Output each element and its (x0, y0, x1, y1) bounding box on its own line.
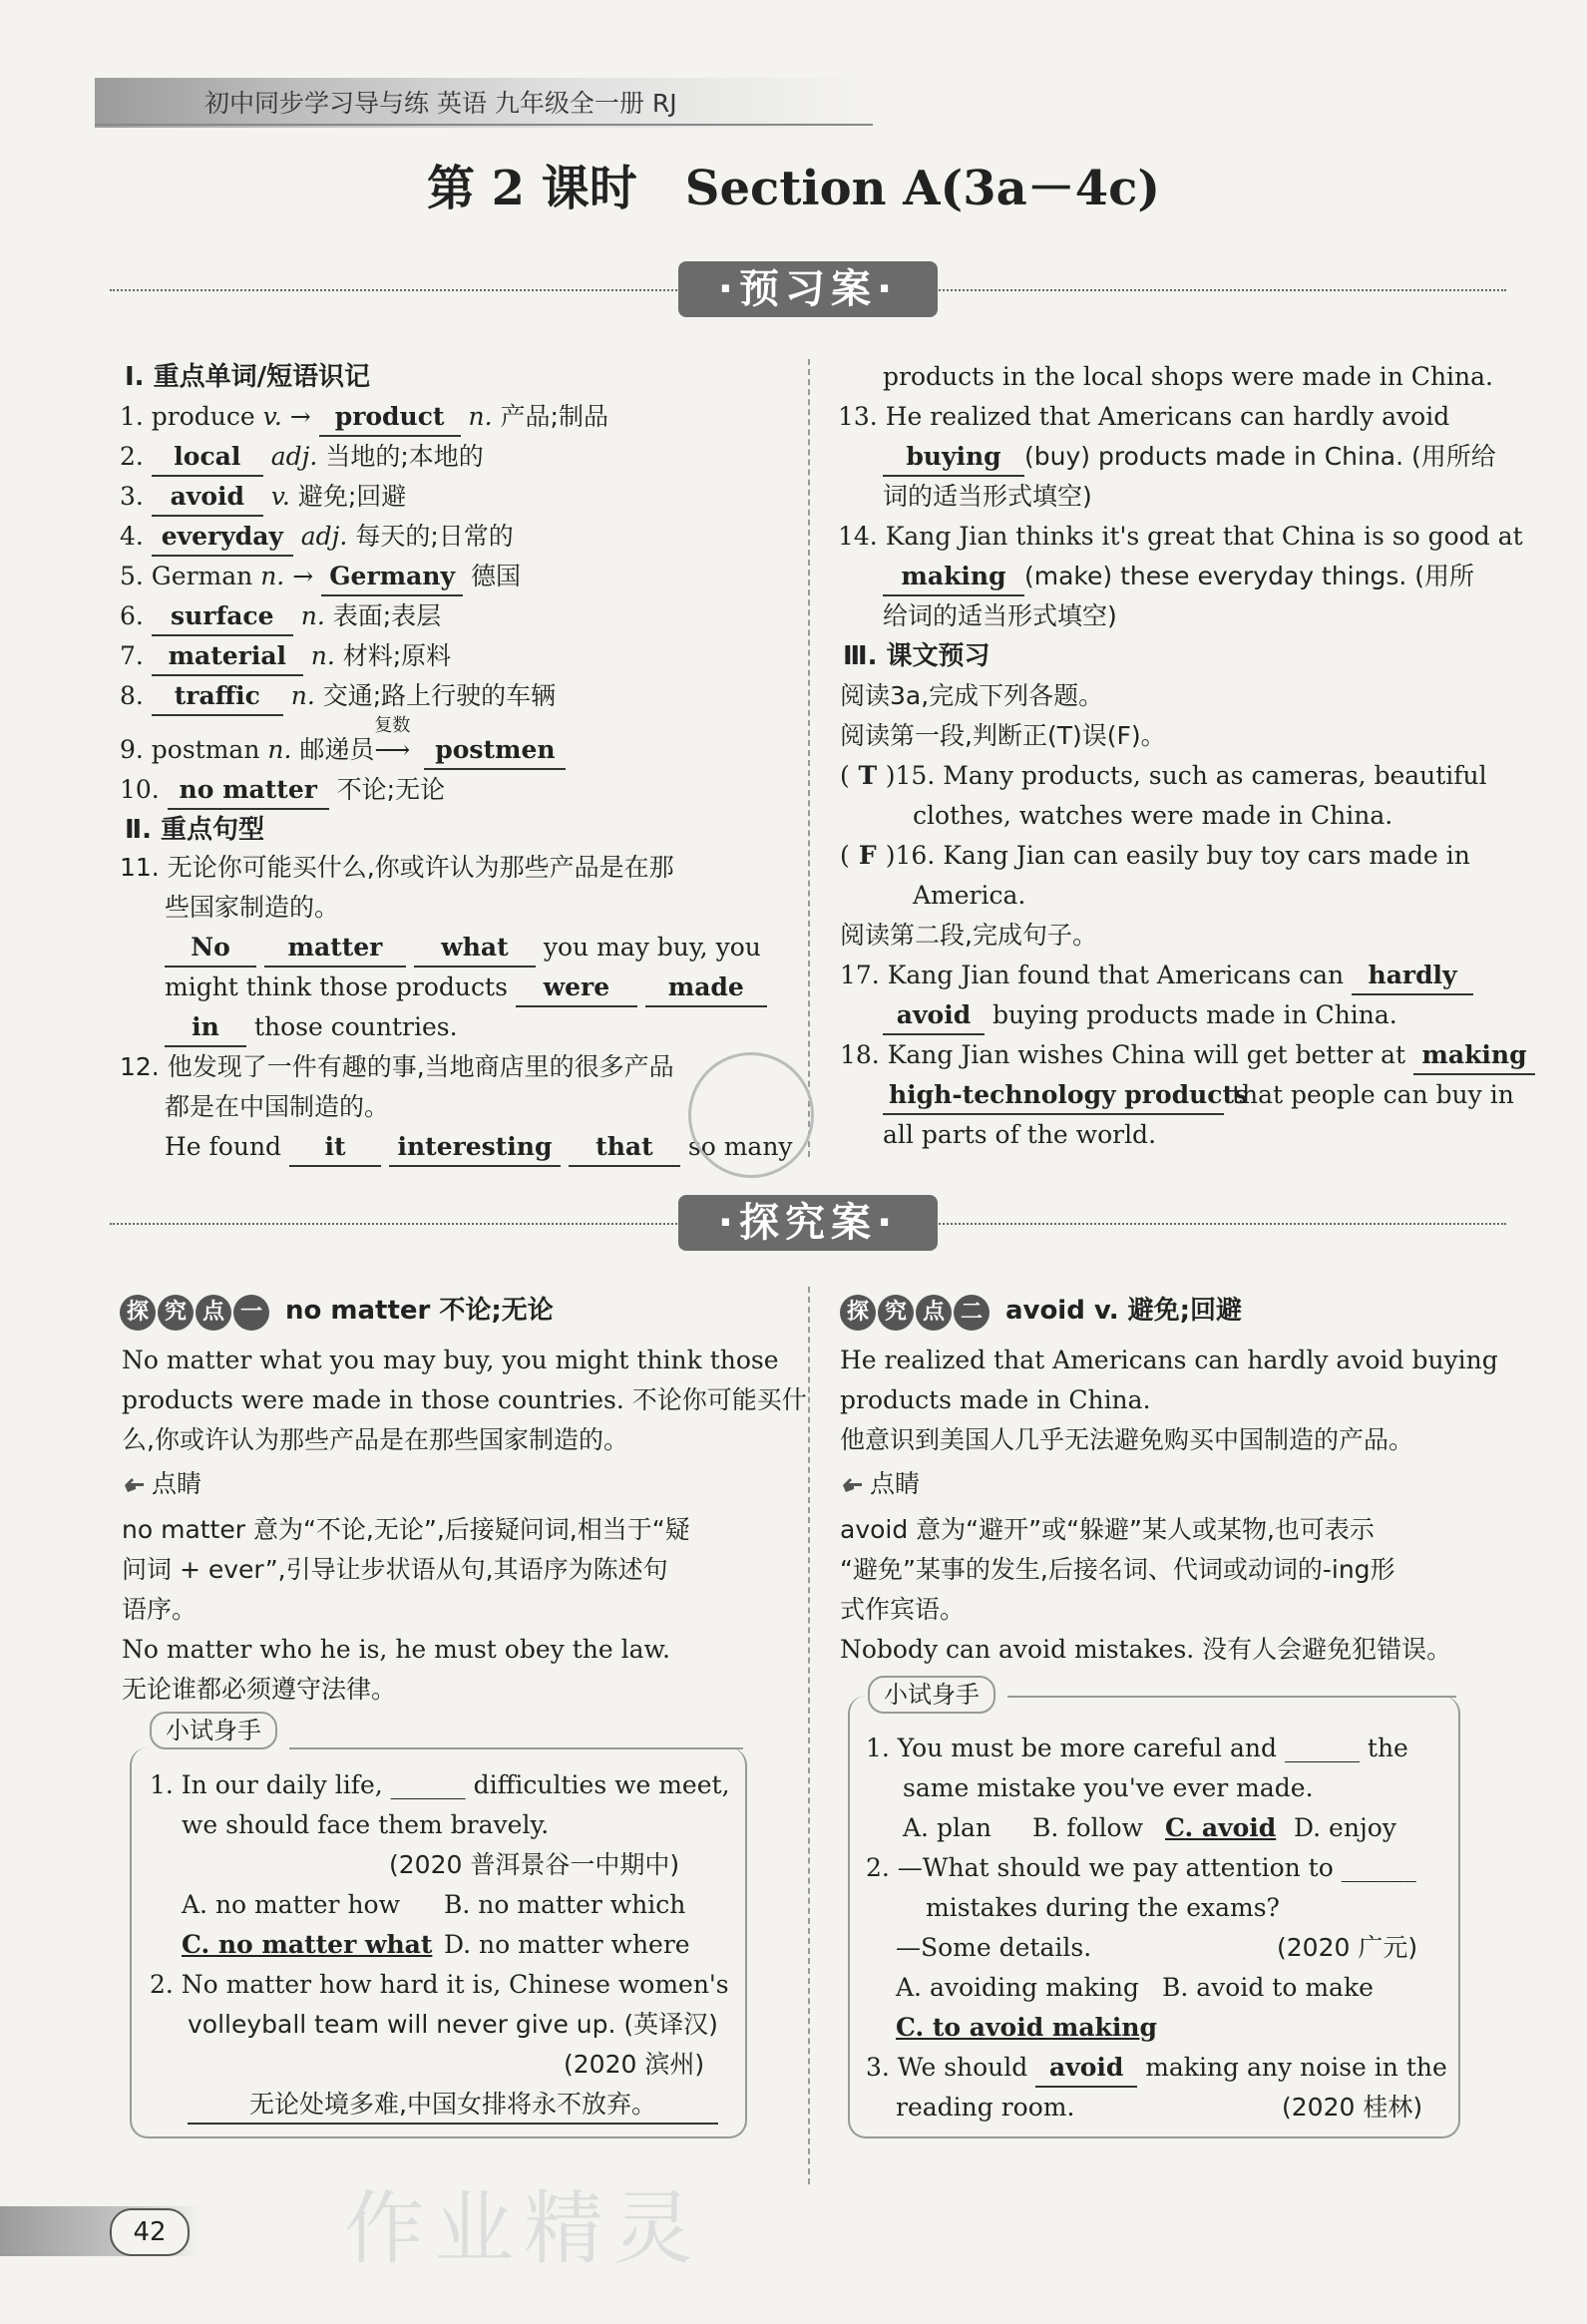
q17-line-1: 17. Kang Jian found that Americans can hardly (840, 958, 1473, 995)
try2-q1-line-1: 1. You must be more careful and ______ the (866, 1734, 1408, 1762)
try2-q2-source: (2020 广元) (1277, 1933, 1418, 1962)
q18-line-2: high-technology products that people can buy in (883, 1077, 1514, 1115)
note-1-line-2: 问词 + ever”,引导让步状语从句,其语序为陈述句 (122, 1555, 668, 1584)
section-heading-3: Ⅲ. 课文预习 (843, 641, 991, 671)
try-it-label-1: 小试身手 (150, 1712, 277, 1749)
book-header: 初中同步学习导与练 英语 九年级全一册 RJ (204, 89, 677, 118)
try1-q1-option-b: B. no matter which (444, 1890, 686, 1919)
q12-chinese-2: 都是在中国制造的。 (165, 1092, 390, 1121)
try2-q2-line-2: mistakes during the exams? (926, 1893, 1280, 1922)
q13-line-2: buying (buy) products made in China. (用所给 (883, 439, 1496, 477)
try1-q2-source: (2020 滨州) (564, 2050, 705, 2079)
example-2-translation: 他意识到美国人几乎无法避免购买中国制造的产品。 (840, 1425, 1414, 1454)
explore-point-1-heading: 探 究 点 一 no matter 不论;无论 (120, 1293, 554, 1331)
note-2-example: Nobody can avoid mistakes. 没有人会避免犯错误。 (840, 1635, 1452, 1664)
try2-q2-line-1: 2. —What should we pay attention to ______ (866, 1853, 1416, 1882)
try1-q1-source: (2020 普洱景谷一中期中) (389, 1850, 680, 1879)
reading-instruction-2: 阅读第一段,判断正(T)误(F)。 (840, 721, 1166, 750)
try1-q2-line-1: 2. No matter how hard it is, Chinese women's (150, 1970, 729, 1999)
note-1-example: No matter who he is, he must obey the law. (122, 1635, 670, 1664)
q14-line-1: 14. Kang Jian thinks it's great that China is so good at (838, 522, 1523, 551)
try2-q3-line-1: 3. We should avoid making any noise in the (866, 2050, 1447, 2088)
q16-line-2: America. (913, 881, 1026, 910)
try1-q1-option-c: C. no matter what (182, 1930, 433, 1959)
try1-q1-line-2: we should face them bravely. (182, 1810, 550, 1839)
tip-heading-1: 点睛 (122, 1466, 201, 1502)
try2-q1-option-c: C. avoid (1165, 1813, 1277, 1842)
banner-preview (110, 261, 1506, 321)
try2-q3-line-2: reading room. (896, 2093, 1075, 2122)
q14-line-3: 给词的适当形式填空) (883, 601, 1117, 630)
section-heading-1: Ⅰ. 重点单词/短语识记 (125, 362, 371, 392)
q13-line-1: 13. He realized that Americans can hardly avoid (838, 402, 1450, 431)
example-2-line-1: He realized that Americans can hardly avoid buying (840, 1346, 1498, 1374)
vocab-item-5: 5. German n. → Germany 德国 (120, 559, 521, 596)
section-heading-2: Ⅱ. 重点句型 (125, 815, 265, 845)
vocab-item-2: 2. local adj. 当地的;本地的 (120, 439, 484, 477)
vocab-item-4: 4. everyday adj. 每天的;日常的 (120, 519, 514, 557)
tag-char: 究 (878, 1295, 914, 1331)
vocab-item-8: 8. traffic n. 交通;路上行驶的车辆 (120, 678, 556, 716)
banner-explore-label: ·探究案· (678, 1195, 938, 1251)
note-2-line-2: “避免”某事的发生,后接名词、代词或动词的-ing形 (840, 1555, 1395, 1584)
page-number: 42 (110, 2208, 190, 2256)
header-rule (95, 124, 873, 126)
try1-q2-line-2: volleyball team will never give up. (英译汉) (188, 2010, 718, 2039)
q11-chinese-2: 些国家制造的。 (165, 893, 340, 922)
lesson-title: 第 2 课时 Section A(3a－4c) (426, 161, 1161, 216)
vocab-item-9: 9. postman n. 邮递员 复数 ⟶ postmen (120, 732, 566, 770)
tag-char: 究 (158, 1295, 194, 1331)
try2-q1-line-2: same mistake you've ever made. (903, 1773, 1314, 1802)
vocab-item-1: 1. produce v. → product n. 产品;制品 (120, 399, 608, 437)
q12-line: He found it interesting that so many (165, 1129, 793, 1167)
tag-char: 点 (196, 1295, 231, 1331)
try1-q1-option-a: A. no matter how (182, 1890, 400, 1919)
column-divider-bottom (808, 1287, 810, 2184)
explore-point-2-heading: 探 究 点 二 avoid v. 避免;回避 (840, 1293, 1242, 1331)
q12-chinese-1: 12. 他发现了一件有趣的事,当地商店里的很多产品 (120, 1052, 674, 1081)
q15-line-1: ( T )15. Many products, such as cameras, beautiful (840, 761, 1487, 790)
q12-continuation: products in the local shops were made in China. (883, 362, 1493, 391)
q13-line-3: 词的适当形式填空) (883, 482, 1092, 511)
example-1-line-1: No matter what you may buy, you might think those (122, 1346, 779, 1374)
example-2-line-2: products made in China. (840, 1385, 1151, 1414)
banner-preview-label: ·预习案· (678, 261, 938, 317)
tag-char: 探 (840, 1295, 876, 1331)
q11-line-1: No matter what you may buy, you (165, 930, 761, 968)
tag-char: 探 (120, 1295, 156, 1331)
note-1-line-1: no matter 意为“不论,无论”,后接疑问词,相当于“疑 (122, 1515, 690, 1544)
tag-char: 点 (916, 1295, 952, 1331)
vocab-item-3: 3. avoid v. 避免;回避 (120, 479, 406, 517)
seal-stamp (688, 1052, 814, 1178)
banner-explore (110, 1195, 1506, 1255)
q11-chinese-1: 11. 无论你可能买什么,你或许认为那些产品是在那 (120, 853, 674, 882)
try1-q1-line-1: 1. In our daily life, ______ difficulties we meet, (150, 1770, 730, 1799)
note-2-line-1: avoid 意为“避开”或“躲避”某人或某物,也可表示 (840, 1515, 1375, 1544)
try2-q2-option-b: B. avoid to make (1162, 1973, 1374, 2002)
note-1-example-translation: 无论谁都必须遵守法律。 (122, 1675, 397, 1704)
vocab-item-10: 10. no matter 不论;无论 (120, 772, 445, 810)
note-1-line-3: 语序。 (122, 1595, 198, 1624)
q11-line-2: might think those products were made (165, 969, 767, 1007)
tag-char: 二 (954, 1295, 990, 1331)
note-2-line-3: 式作宾语。 (840, 1595, 966, 1624)
try1-q2-answer: 无论处境多难,中国女排将永不放弃。 (188, 2087, 718, 2125)
tag-char: 一 (233, 1295, 269, 1331)
try-it-label-2: 小试身手 (868, 1676, 995, 1714)
example-1-line-2: products were made in those countries. 不论你可能买什 (122, 1385, 807, 1414)
watermark: 作业精灵 (344, 2182, 703, 2275)
try2-q1-option-d: D. enjoy (1294, 1813, 1396, 1842)
reading-instruction-3: 阅读第二段,完成句子。 (840, 921, 1097, 950)
column-divider-top (808, 359, 810, 1157)
vocab-item-6: 6. surface n. 表面;表层 (120, 598, 441, 636)
pointing-hand-icon (840, 1473, 866, 1495)
example-1-line-3: 么,你或许认为那些产品是在那些国家制造的。 (122, 1425, 628, 1454)
tip-heading-2: 点睛 (840, 1466, 920, 1502)
try2-q2-option-a: A. avoiding making (896, 1973, 1139, 2002)
try2-q1-option-a: A. plan (903, 1813, 992, 1842)
q15-line-2: clothes, watches were made in China. (913, 801, 1393, 830)
pointing-hand-icon (122, 1473, 148, 1495)
q14-line-2: making (make) these everyday things. (用所 (883, 559, 1474, 596)
reading-instruction-1: 阅读3a,完成下列各题。 (840, 681, 1104, 710)
q16-line-1: ( F )16. Kang Jian can easily buy toy cars made in (840, 841, 1470, 870)
vocab-item-7: 7. material n. 材料;原料 (120, 638, 451, 676)
q18-line-1: 18. Kang Jian wishes China will get better at making (840, 1037, 1535, 1075)
try2-q2-line-3: —Some details. (896, 1933, 1092, 1962)
q18-line-3: all parts of the world. (883, 1120, 1157, 1149)
q17-line-2: avoid buying products made in China. (883, 997, 1397, 1035)
try1-q1-option-d: D. no matter where (444, 1930, 690, 1959)
q11-line-3: in those countries. (165, 1009, 458, 1047)
try2-q3-source: (2020 桂林) (1282, 2093, 1423, 2122)
try2-q2-option-c: C. to avoid making (896, 2013, 1157, 2042)
try2-q1-option-b: B. follow (1032, 1813, 1144, 1842)
